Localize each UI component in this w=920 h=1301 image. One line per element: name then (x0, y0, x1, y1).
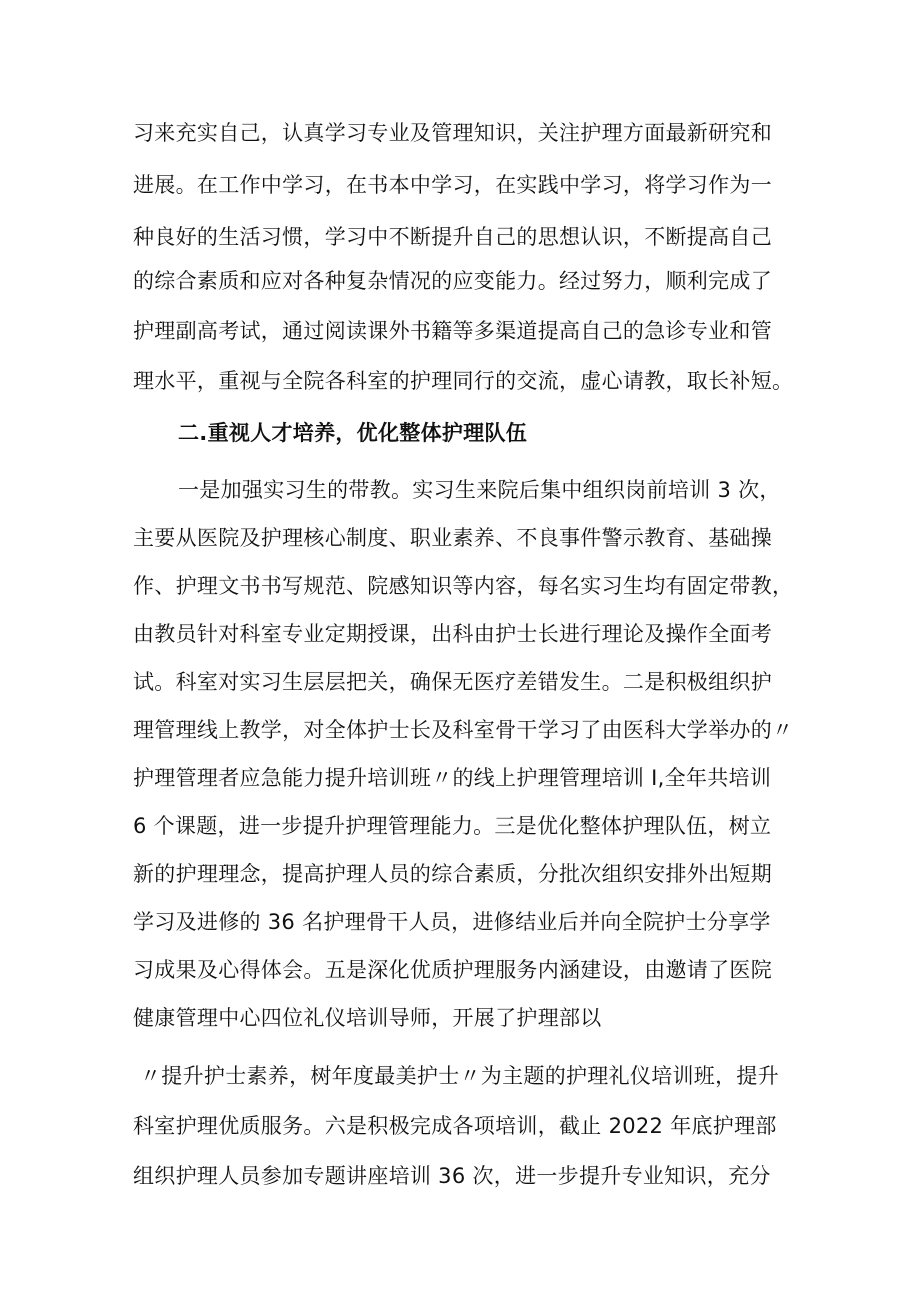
paragraph-line: 6 个课题，进一步提升护理管理能力。三是优化整体护理队伍，树立 (133, 814, 772, 838)
paragraph-line: 习来充实自己，认真学习专业及管理知识，关注护理方面最新研究和 (133, 121, 772, 145)
paragraph-line: 试。科室对实习生层层把关，确保无医疗差错发生。二是积极组织护 (133, 670, 772, 694)
paragraph-line: 主要从医院及护理核心制度、职业素养、不良事件警示教育、基础操 (133, 526, 772, 550)
paragraph-line: 种良好的生活习惯，学习中不断提升自己的思想认识，不断提高自己 (133, 225, 772, 249)
paragraph-line: 习成果及心得体会。五是深化优质护理服务内涵建设，由邀请了医院 (133, 958, 772, 982)
section-heading: 二.重视人才培养，优化整体护理队伍 (178, 421, 528, 445)
paragraph-line: 理水平，重视与全院各科室的护理同行的交流，虚心请教，取长补短。 (133, 369, 794, 393)
paragraph-line: 学习及进修的 36 名护理骨干人员，进修结业后并向全院护士分享学 (133, 910, 771, 934)
paragraph-line: 科室护理优质服务。六是积极完成各项培训，截止 2022 年底护理部 (133, 1114, 777, 1138)
paragraph-line: 〃提升护士素养，树年度最美护士〃为主题的护理礼仪培训班，提升 (140, 1064, 779, 1088)
paragraph-line: 进展。在工作中学习，在书本中学习，在实践中学习，将学习作为一 (133, 173, 772, 197)
paragraph-line: 新的护理理念，提高护理人员的综合素质，分批次组织安排外出短期 (133, 862, 772, 886)
paragraph-line: 一是加强实习生的带教。实习生来院后集中组织岗前培训 3 次， (178, 478, 781, 502)
paragraph-line: 的综合素质和应对各种复杂情况的应变能力。经过努力，顺利完成了 (133, 269, 772, 293)
paragraph-line: 健康管理中心四位礼仪培训导师，开展了护理部以 (133, 1006, 602, 1030)
paragraph-line: 作、护理文书书写规范、院感知识等内容，每名实习生均有固定带教， (133, 574, 794, 598)
paragraph-line: 护理副高考试，通过阅读课外书籍等多渠道提高自己的急诊专业和管 (133, 319, 772, 343)
paragraph-line: 由教员针对科室专业定期授课，出科由护士长进行理论及操作全面考 (133, 622, 772, 646)
paragraph-line: 理管理线上教学，对全体护士长及科室骨干学习了由医科大学举办的〃 (133, 718, 794, 742)
paragraph-line: 组织护理人员参加专题讲座培训 36 次，进一步提升专业知识，充分 (133, 1164, 771, 1188)
paragraph-line: 护理管理者应急能力提升培训班〃的线上护理管理培训 I,全年共培训 (133, 766, 772, 790)
